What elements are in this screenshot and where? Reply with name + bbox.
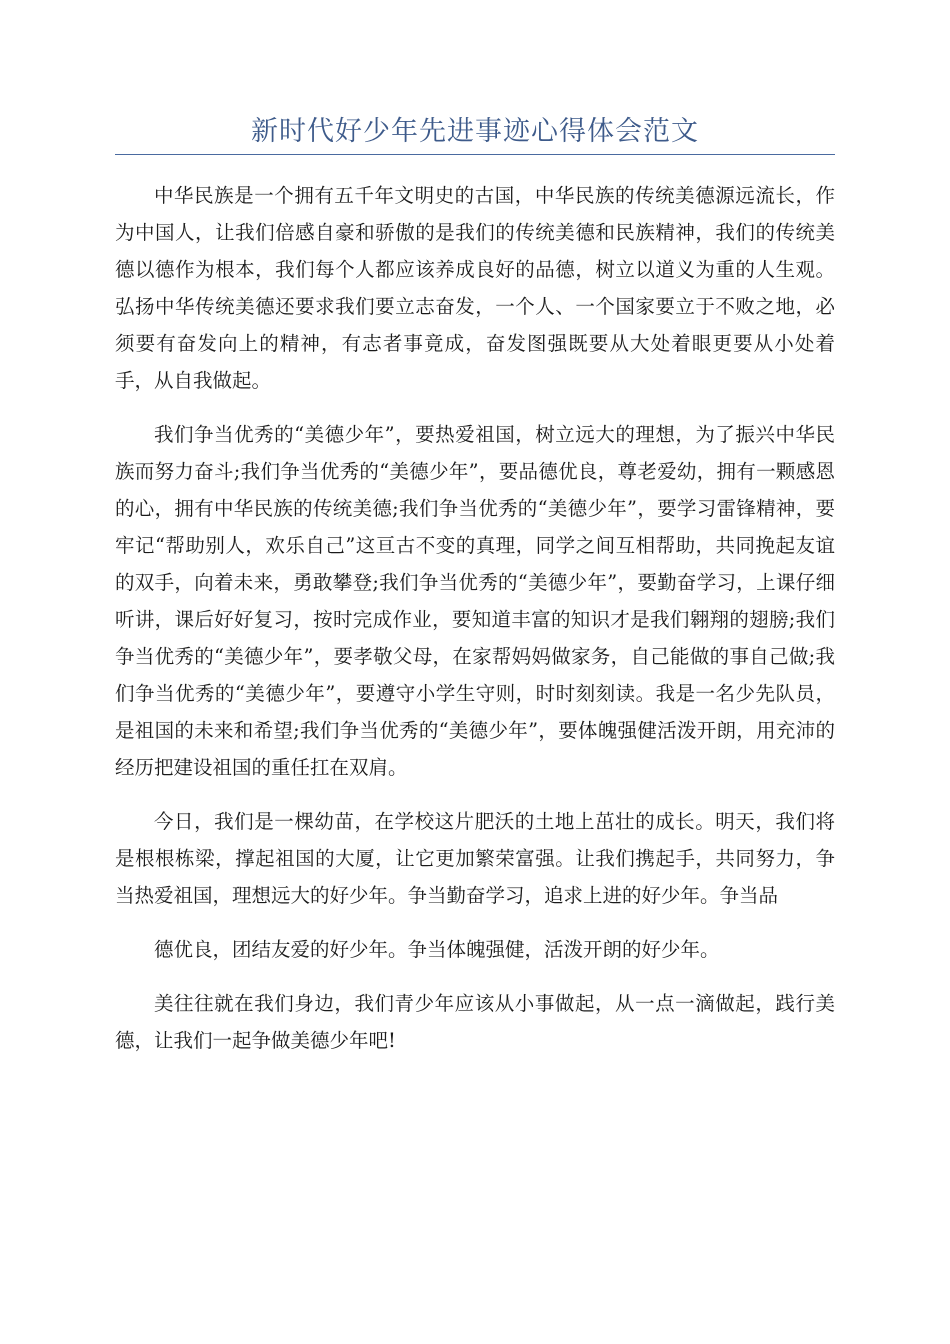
paragraph-1: 中华民族是一个拥有五千年文明史的古国，中华民族的传统美德源远流长，作为中国人，让我们倍感自豪和骄傲的是我们的传统美德和民族精神，我们的传统美德以德作为根本，我们每个人都应该养成良好的品德，树立以道义为重的人生观。弘扬中华传统美德还要求我们要立志奋发，一个人、一个国家要立于不败之地，必须要有奋发向上的精神，有志者事竟成，奋发图强既要从大处着眼更要从小处着手，从自我做起。: [115, 184, 835, 392]
paragraph-2: 我们争当优秀的“美德少年”，要热爱祖国，树立远大的理想，为了振兴中华民族而努力奋斗;我们争当优秀的“美德少年”，要品德优良，尊老爱幼，拥有一颗感恩的心，拥有中华民族的传统美德;我们争当优秀的“美德少年”，要学习雷锋精神，要牢记“帮助别人，欢乐自己”这亘古不变的真理，同学之间互相帮助，共同挽起友谊的双手，向着未来，勇敢攀登;我们争当优秀的“美德少年”，要勤奋学习，上课仔细听讲，课后好好复习，按时完成作业，要知道丰富的知识才是我们翱翔的翅膀;我们争当优秀的“美德少年”，要孝敬父母，在家帮妈妈做家务，自己能做的事自己做;我们争当优秀的“美德少年”，要遵守小学生守则，时时刻刻读。我是一名少先队员，是祖国的未来和希望;我们争当优秀的“美德少年”，要体魄强健活泼开朗，用充沛的经历把建设祖国的重任扛在双肩。: [115, 423, 835, 779]
paragraph-3: 今日，我们是一棵幼苗，在学校这片肥沃的土地上茁壮的成长。明天，我们将是根根栋梁，撑起祖国的大厦，让它更加繁荣富强。让我们携起手，共同努力，争当热爱祖国，理想远大的好少年。争当勤奋学习，追求上进的好少年。争当品: [115, 810, 835, 907]
paragraph-4: 德优良，团结友爱的好少年。争当体魄强健，活泼开朗的好少年。: [154, 938, 720, 961]
paragraph-5: 美往往就在我们身边，我们青少年应该从小事做起，从一点一滴做起，践行美德，让我们一起争做美德少年吧!: [115, 992, 835, 1052]
title-underline: [115, 154, 835, 155]
document-title: 新时代好少年先进事迹心得体会范文: [251, 116, 699, 147]
document-body: [115, 177, 835, 1076]
